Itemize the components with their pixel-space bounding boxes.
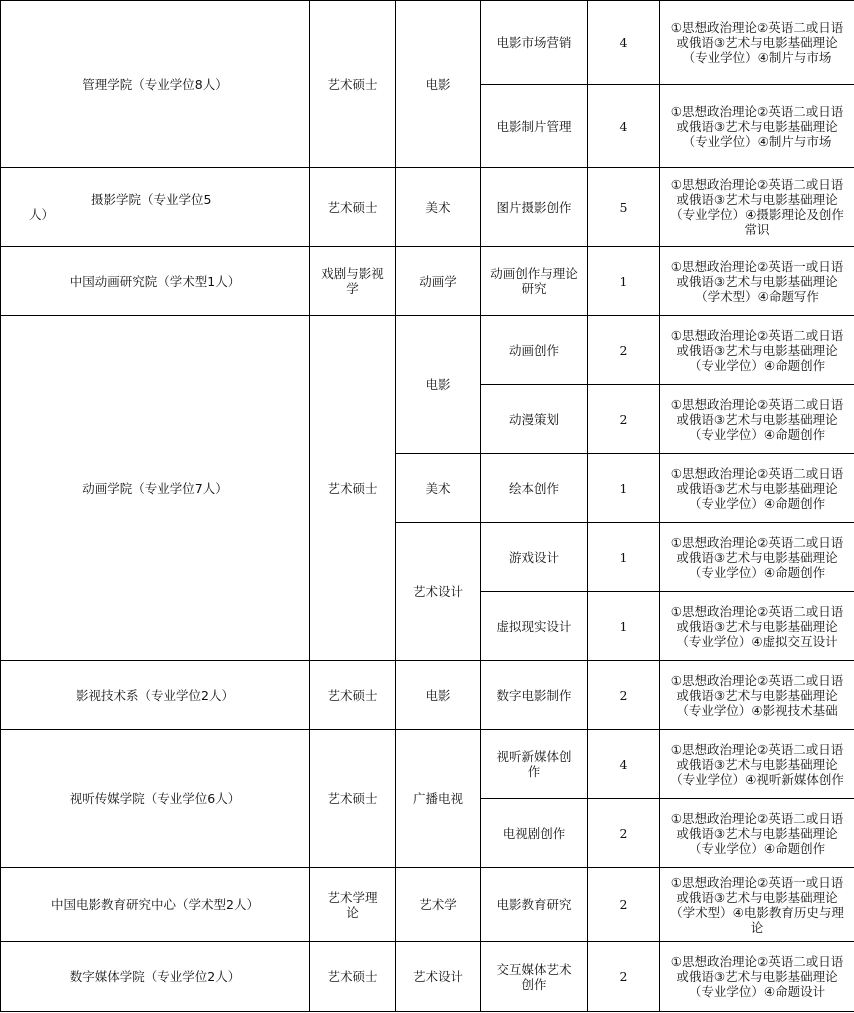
direction-name: 电影制片管理 — [481, 85, 588, 168]
quota: 1 — [588, 247, 660, 316]
table-row — [1, 168, 854, 247]
degree-type: 艺术硕士 — [310, 1, 396, 168]
quota: 2 — [588, 316, 660, 385]
direction-name: 图片摄影创作 — [481, 168, 588, 247]
quota: 1 — [588, 592, 660, 661]
exam-subjects: ①思想政治理论②英语二或日语或俄语③艺术与电影基础理论（专业学位）④命题设计 — [660, 942, 854, 1012]
college-name: 数字媒体学院（专业学位2人） — [1, 942, 310, 1012]
college-name: 中国电影教育研究中心（学术型2人） — [1, 868, 310, 942]
exam-subjects: ①思想政治理论②英语二或日语或俄语③艺术与电影基础理论（专业学位）④命题创作 — [660, 454, 854, 523]
table-row — [1, 316, 854, 385]
quota: 5 — [588, 168, 660, 247]
degree-type: 艺术硕士 — [310, 942, 396, 1012]
direction-name: 虚拟现实设计 — [481, 592, 588, 661]
quota: 4 — [588, 85, 660, 168]
exam-subjects: ①思想政治理论②英语二或日语或俄语③艺术与电影基础理论（专业学位）④摄影理论及创作常识 — [660, 168, 854, 247]
major-name: 美术 — [396, 454, 481, 523]
college-name: 影视技术系（专业学位2人） — [1, 661, 310, 730]
exam-subjects: ①思想政治理论②英语二或日语或俄语③艺术与电影基础理论（专业学位）④虚拟交互设计 — [660, 592, 854, 661]
degree-type: 艺术学理论 — [310, 868, 396, 942]
quota: 4 — [588, 1, 660, 85]
exam-subjects: ①思想政治理论②英语二或日语或俄语③艺术与电影基础理论（专业学位）④命题创作 — [660, 385, 854, 454]
direction-name: 电影教育研究 — [481, 868, 588, 942]
degree-type: 艺术硕士 — [310, 661, 396, 730]
major-name: 美术 — [396, 168, 481, 247]
exam-subjects: ①思想政治理论②英语一或日语或俄语③艺术与电影基础理论（学术型）④命题写作 — [660, 247, 854, 316]
degree-type: 艺术硕士 — [310, 168, 396, 247]
exam-subjects: ①思想政治理论②英语二或日语或俄语③艺术与电影基础理论（专业学位）④命题创作 — [660, 316, 854, 385]
major-name: 艺术设计 — [396, 942, 481, 1012]
direction-name: 数字电影制作 — [481, 661, 588, 730]
major-name: 电影 — [396, 316, 481, 454]
quota: 2 — [588, 942, 660, 1012]
major-name: 动画学 — [396, 247, 481, 316]
direction-name: 动画创作 — [481, 316, 588, 385]
exam-subjects: ①思想政治理论②英语二或日语或俄语③艺术与电影基础理论（专业学位）④制片与市场 — [660, 1, 854, 85]
exam-subjects: ①思想政治理论②英语二或日语或俄语③艺术与电影基础理论（专业学位）④视听新媒体创作 — [660, 730, 854, 799]
table-row — [1, 247, 854, 316]
direction-name: 游戏设计 — [481, 523, 588, 592]
table-row — [1, 868, 854, 942]
direction-name: 交互媒体艺术创作 — [481, 942, 588, 1012]
major-name: 艺术学 — [396, 868, 481, 942]
degree-type: 艺术硕士 — [310, 730, 396, 868]
quota: 2 — [588, 385, 660, 454]
major-name: 广播电视 — [396, 730, 481, 868]
exam-subjects: ①思想政治理论②英语二或日语或俄语③艺术与电影基础理论（专业学位）④命题创作 — [660, 523, 854, 592]
college-name: 中国动画研究院（学术型1人） — [1, 247, 310, 316]
college-name: 管理学院（专业学位8人） — [1, 1, 310, 168]
direction-name: 视听新媒体创作 — [481, 730, 588, 799]
quota: 1 — [588, 454, 660, 523]
major-name: 艺术设计 — [396, 523, 481, 661]
direction-name: 动画创作与理论研究 — [481, 247, 588, 316]
quota: 2 — [588, 868, 660, 942]
exam-subjects: ①思想政治理论②英语一或日语或俄语③艺术与电影基础理论（学术型）④电影教育历史与理论 — [660, 868, 854, 942]
college-name: 视听传媒学院（专业学位6人） — [1, 730, 310, 868]
direction-name: 绘本创作 — [481, 454, 588, 523]
quota: 1 — [588, 523, 660, 592]
table-row — [1, 1, 854, 85]
college-name: 摄影学院（专业学位5人） — [1, 168, 310, 247]
college-name: 动画学院（专业学位7人） — [1, 316, 310, 661]
quota: 2 — [588, 661, 660, 730]
exam-subjects: ①思想政治理论②英语二或日语或俄语③艺术与电影基础理论（专业学位）④命题创作 — [660, 799, 854, 868]
quota: 2 — [588, 799, 660, 868]
direction-name: 电影市场营销 — [481, 1, 588, 85]
exam-subjects: ①思想政治理论②英语二或日语或俄语③艺术与电影基础理论（专业学位）④影视技术基础 — [660, 661, 854, 730]
table-row — [1, 942, 854, 1012]
direction-name: 电视剧创作 — [481, 799, 588, 868]
major-name: 电影 — [396, 1, 481, 168]
degree-type: 艺术硕士 — [310, 316, 396, 661]
table-row — [1, 730, 854, 799]
quota: 4 — [588, 730, 660, 799]
direction-name: 动漫策划 — [481, 385, 588, 454]
degree-type: 戏剧与影视学 — [310, 247, 396, 316]
table-row — [1, 661, 854, 730]
exam-subjects: ①思想政治理论②英语二或日语或俄语③艺术与电影基础理论（专业学位）④制片与市场 — [660, 85, 854, 168]
major-name: 电影 — [396, 661, 481, 730]
